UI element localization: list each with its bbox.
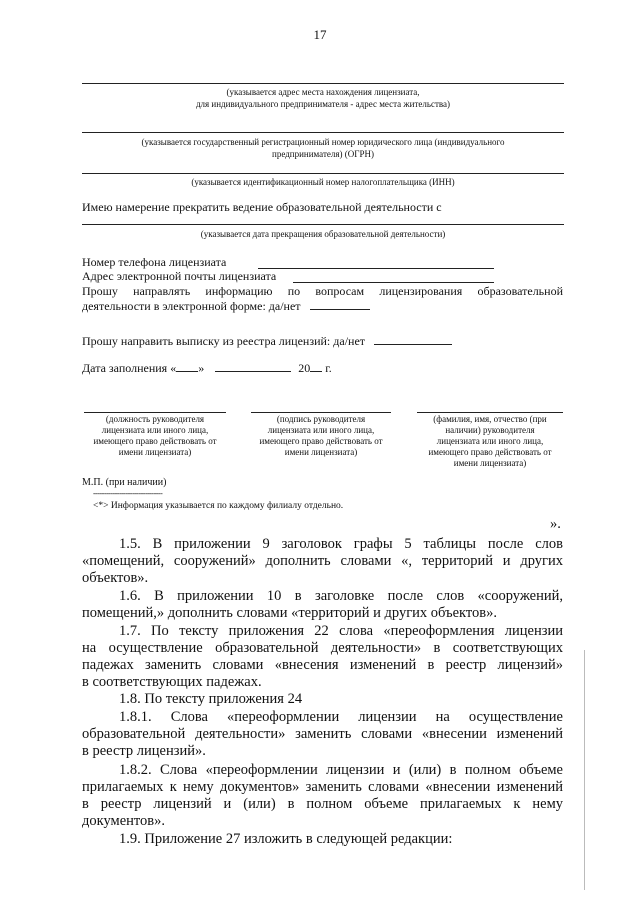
fill-date-mid: » xyxy=(198,361,205,375)
p16-line1: 1.6. В приложении 10 в заголовке после слов «сооружений, xyxy=(119,588,563,604)
date-caption: (указывается дата прекращения образовательной деятельности) xyxy=(200,229,446,239)
name-caption-5: имени лицензиата) xyxy=(453,458,527,468)
position-caption-3: имеющего право действовать от xyxy=(93,436,217,446)
extract-answer-blank[interactable] xyxy=(374,333,452,345)
fill-date-year: 20 xyxy=(298,361,311,375)
page-number: 17 xyxy=(313,27,327,42)
p182-line2: прилагаемых к нему документов» заменить словами «внесении изменений xyxy=(82,779,563,795)
p182-line3: в реестр лицензий и (или) в полном объеме прилагаемых к нему xyxy=(82,796,563,812)
name-line[interactable] xyxy=(417,412,563,413)
position-caption xyxy=(80,414,230,458)
p16-line2: помещений,» дополнить словами «территорий и других объектов». xyxy=(82,605,497,621)
inn-line xyxy=(82,173,564,174)
closing-quote: ». xyxy=(550,516,561,532)
footnote: <*> Информация указывается по каждому филиалу отдельно. xyxy=(93,501,344,511)
position-line[interactable] xyxy=(84,412,226,413)
p182-line4: документов». xyxy=(82,813,166,829)
signature-caption-3: имеющего право действовать от xyxy=(259,436,383,446)
paragraph-1-9: 1.9. Приложение 27 изложить в следующей редакции: xyxy=(119,831,453,847)
fill-date-suffix: г. xyxy=(325,361,332,375)
extract-request xyxy=(82,333,452,348)
name-caption-1: (фамилия, имя, отчество (при xyxy=(433,414,547,424)
name-caption xyxy=(413,414,567,469)
intent-date-line xyxy=(82,224,564,225)
ogrn-caption-line1: (указывается государственный регистрационный номер юридического лица (индивидуального xyxy=(141,137,505,147)
info-request-text: деятельности в электронной форме: да/нет xyxy=(82,299,301,313)
fill-date xyxy=(82,360,332,375)
stamp-label: М.П. (при наличии) xyxy=(82,477,167,488)
p15-line1: 1.5. В приложении 9 заголовок графы 5 таблицы после слов xyxy=(119,536,563,552)
address-caption-line2: для индивидуального предпринимателя - адрес места жительства) xyxy=(195,99,451,109)
signature-line[interactable] xyxy=(251,412,391,413)
fill-month-blank[interactable] xyxy=(215,360,291,372)
p182-line1: 1.8.2. Слова «переоформлении лицензии и (или) в полном объеме xyxy=(119,762,563,778)
fill-day-blank[interactable] xyxy=(176,360,198,372)
p17-line2: на осуществление образовательной деятельности» в соответствующих xyxy=(82,640,563,656)
fill-date-prefix: Дата заполнения « xyxy=(82,361,177,375)
info-answer-blank[interactable] xyxy=(310,298,370,310)
signature-caption-4: имени лицензиата) xyxy=(284,447,358,457)
info-request-line2 xyxy=(82,298,370,313)
name-caption-4: имеющего право действовать от xyxy=(428,447,552,457)
p17-line4: в соответствующих падежах. xyxy=(82,674,262,690)
position-caption-1: (должность руководителя xyxy=(105,414,205,424)
footnote-separator: -------------------------------- xyxy=(93,489,163,498)
signature-caption-2: лицензиата или иного лица, xyxy=(267,425,375,435)
intent-text: Имею намерение прекратить ведение образовательной деятельности с xyxy=(82,200,442,214)
phone-label: Номер телефона лицензиата xyxy=(82,255,227,269)
ogrn-line xyxy=(82,132,564,133)
p15-line2: «помещений, сооружений» дополнить словами «, территорий и других xyxy=(82,553,563,569)
signature-caption-1: (подпись руководителя xyxy=(276,414,366,424)
p15-line3: объектов». xyxy=(82,570,149,586)
p181-line1: 1.8.1. Слова «переоформлении лицензии на осуществление xyxy=(119,709,563,725)
address-line xyxy=(82,83,564,84)
position-caption-4: имени лицензиата) xyxy=(118,447,192,457)
p17-line3: падежах заменить словами «внесения изменений в реестр лицензий» xyxy=(82,657,563,673)
email-label: Адрес электронной почты лицензиата xyxy=(82,269,277,283)
fill-year-blank[interactable] xyxy=(310,360,322,372)
position-caption-2: лицензиата или иного лица, xyxy=(101,425,209,435)
name-caption-2: наличии) руководителя xyxy=(445,425,535,435)
p181-line3: в реестр лицензий». xyxy=(82,743,206,759)
paragraph-1-8: 1.8. По тексту приложения 24 xyxy=(119,691,303,707)
phone-input-line[interactable] xyxy=(258,268,494,269)
inn-caption: (указывается идентификационный номер налогоплательщика (ИНН) xyxy=(191,177,455,187)
ogrn-caption-line2: предпринимателя) (ОГРН) xyxy=(272,149,374,159)
signature-caption xyxy=(246,414,396,458)
info-request-line1: Прошу направлять информацию по вопросам лицензирования образовательной xyxy=(82,284,563,298)
p17-line1: 1.7. По тексту приложения 22 слова «переоформления лицензии xyxy=(119,623,563,639)
email-input-line[interactable] xyxy=(293,282,494,283)
name-caption-3: лицензиата или иного лица, xyxy=(436,436,544,446)
p181-line2: образовательной деятельности» заменить словами «внесении изменений xyxy=(82,726,563,742)
scan-edge-artifact xyxy=(584,650,585,890)
address-caption-line1: (указывается адрес места нахождения лицензиата, xyxy=(226,87,420,97)
extract-request-text: Прошу направить выписку из реестра лицензий: да/нет xyxy=(82,334,366,348)
